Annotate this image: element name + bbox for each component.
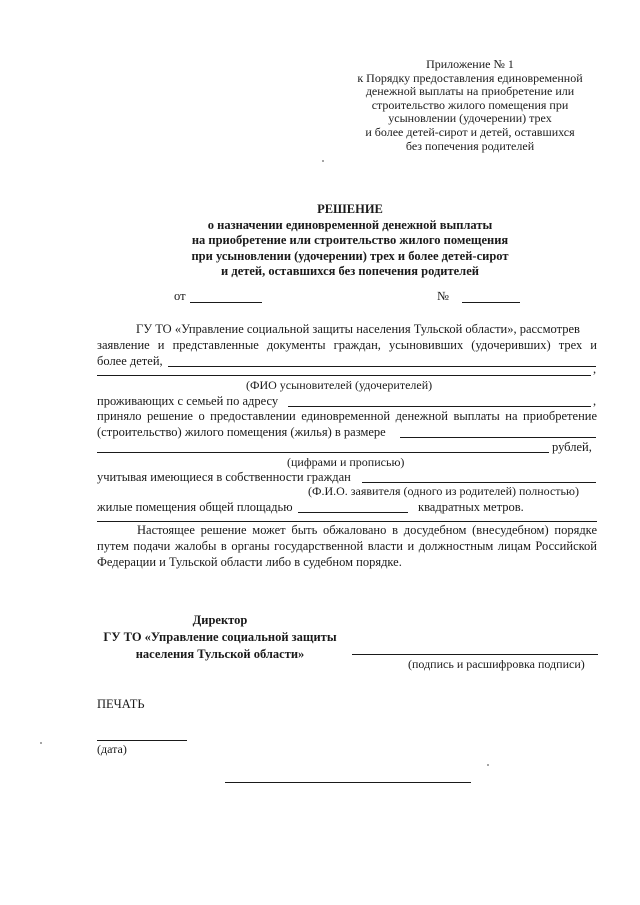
appeal-paragraph bbox=[97, 522, 597, 570]
date-sign-field[interactable] bbox=[97, 740, 187, 741]
annex-line: усыновлении (удочерении) трех bbox=[388, 111, 552, 126]
fio-comma: , bbox=[593, 362, 597, 376]
annex-line: без попечения родителей bbox=[405, 138, 535, 153]
area-field[interactable] bbox=[298, 512, 408, 513]
title-line: и детей, оставшихся без попечения родителей bbox=[221, 264, 479, 278]
title-line: при усыновлении (удочерении) трех и более детей-сирот bbox=[191, 248, 509, 263]
title-heading: РЕШЕНИЕ bbox=[317, 202, 383, 216]
rubles-label: рублей, bbox=[552, 440, 592, 454]
title-line: о назначении единовременной денежной выплаты bbox=[207, 217, 493, 232]
director-line: населения Тульской области» bbox=[135, 647, 305, 661]
address-field[interactable] bbox=[288, 406, 591, 407]
scan-speck bbox=[322, 160, 324, 162]
adopters-fio-field[interactable] bbox=[97, 375, 591, 376]
scan-speck bbox=[487, 764, 489, 766]
appeal-text: Настоящее решение может быть обжаловано в досудебном (внесудебном) порядке путем подачи жалобы в органы государственной власти и должностным лицам Российской Федерации и Тульской области либо в судебном порядке. bbox=[97, 523, 597, 569]
area-label: жилые помещения общей площадью bbox=[97, 500, 293, 514]
annex-header bbox=[335, 58, 605, 153]
address-label: проживающих с семьей по адресу bbox=[97, 394, 279, 408]
children-field[interactable] bbox=[168, 366, 596, 367]
fio-caption: (ФИО усыновителей (удочерителей) bbox=[246, 378, 433, 392]
annex-line: Приложение № 1 bbox=[426, 57, 514, 71]
number-field[interactable] bbox=[462, 302, 520, 303]
amount-caption: (цифрами и прописью) bbox=[287, 455, 405, 469]
property-field[interactable] bbox=[362, 482, 596, 483]
amount-field-2[interactable] bbox=[97, 452, 549, 453]
signature-caption: (подпись и расшифровка подписи) bbox=[408, 657, 585, 671]
director-line: Директор bbox=[192, 613, 248, 627]
director-block bbox=[95, 612, 345, 663]
scan-speck bbox=[40, 742, 42, 744]
title-line: на приобретение или строительство жилого помещения bbox=[191, 233, 509, 247]
decision-line-2: (строительство) жилого помещения (жилья) в размере bbox=[97, 425, 386, 439]
stamp-label: ПЕЧАТЬ bbox=[97, 697, 145, 711]
number-label: № bbox=[437, 289, 449, 303]
amount-field-1[interactable] bbox=[400, 437, 596, 438]
annex-line: строительство жилого помещения при bbox=[371, 97, 569, 112]
director-line: ГУ ТО «Управление социальной защиты bbox=[103, 630, 337, 644]
annex-line: и более детей-сирот и детей, оставшихся bbox=[365, 124, 575, 139]
applicant-caption: (Ф.И.О. заявителя (одного из родителей) полностью) bbox=[308, 484, 579, 498]
annex-line: к Порядку предоставления единовременной bbox=[357, 70, 583, 85]
date-caption: (дата) bbox=[97, 742, 127, 756]
intro-line-2: заявление и представленные документы граждан, усыновивших (удочеривших) трех и bbox=[97, 338, 597, 352]
signature-field[interactable] bbox=[352, 654, 598, 655]
area-unit: квадратных метров. bbox=[418, 500, 524, 514]
date-from-label: от bbox=[174, 289, 186, 303]
intro-line-1: ГУ ТО «Управление социальной защиты населения Тульской области», рассмотрев bbox=[136, 322, 580, 336]
date-field[interactable] bbox=[190, 302, 262, 303]
annex-line: денежной выплаты на приобретение или bbox=[365, 84, 575, 99]
intro-line-3: более детей, bbox=[97, 354, 163, 368]
bottom-rule bbox=[225, 782, 471, 783]
document-title bbox=[150, 202, 550, 280]
property-label: учитывая имеющиеся в собственности граждан bbox=[97, 470, 351, 484]
address-comma: , bbox=[593, 394, 597, 408]
decision-line-1: приняло решение о предоставлении единовременной денежной выплаты на приобретение bbox=[97, 409, 597, 423]
